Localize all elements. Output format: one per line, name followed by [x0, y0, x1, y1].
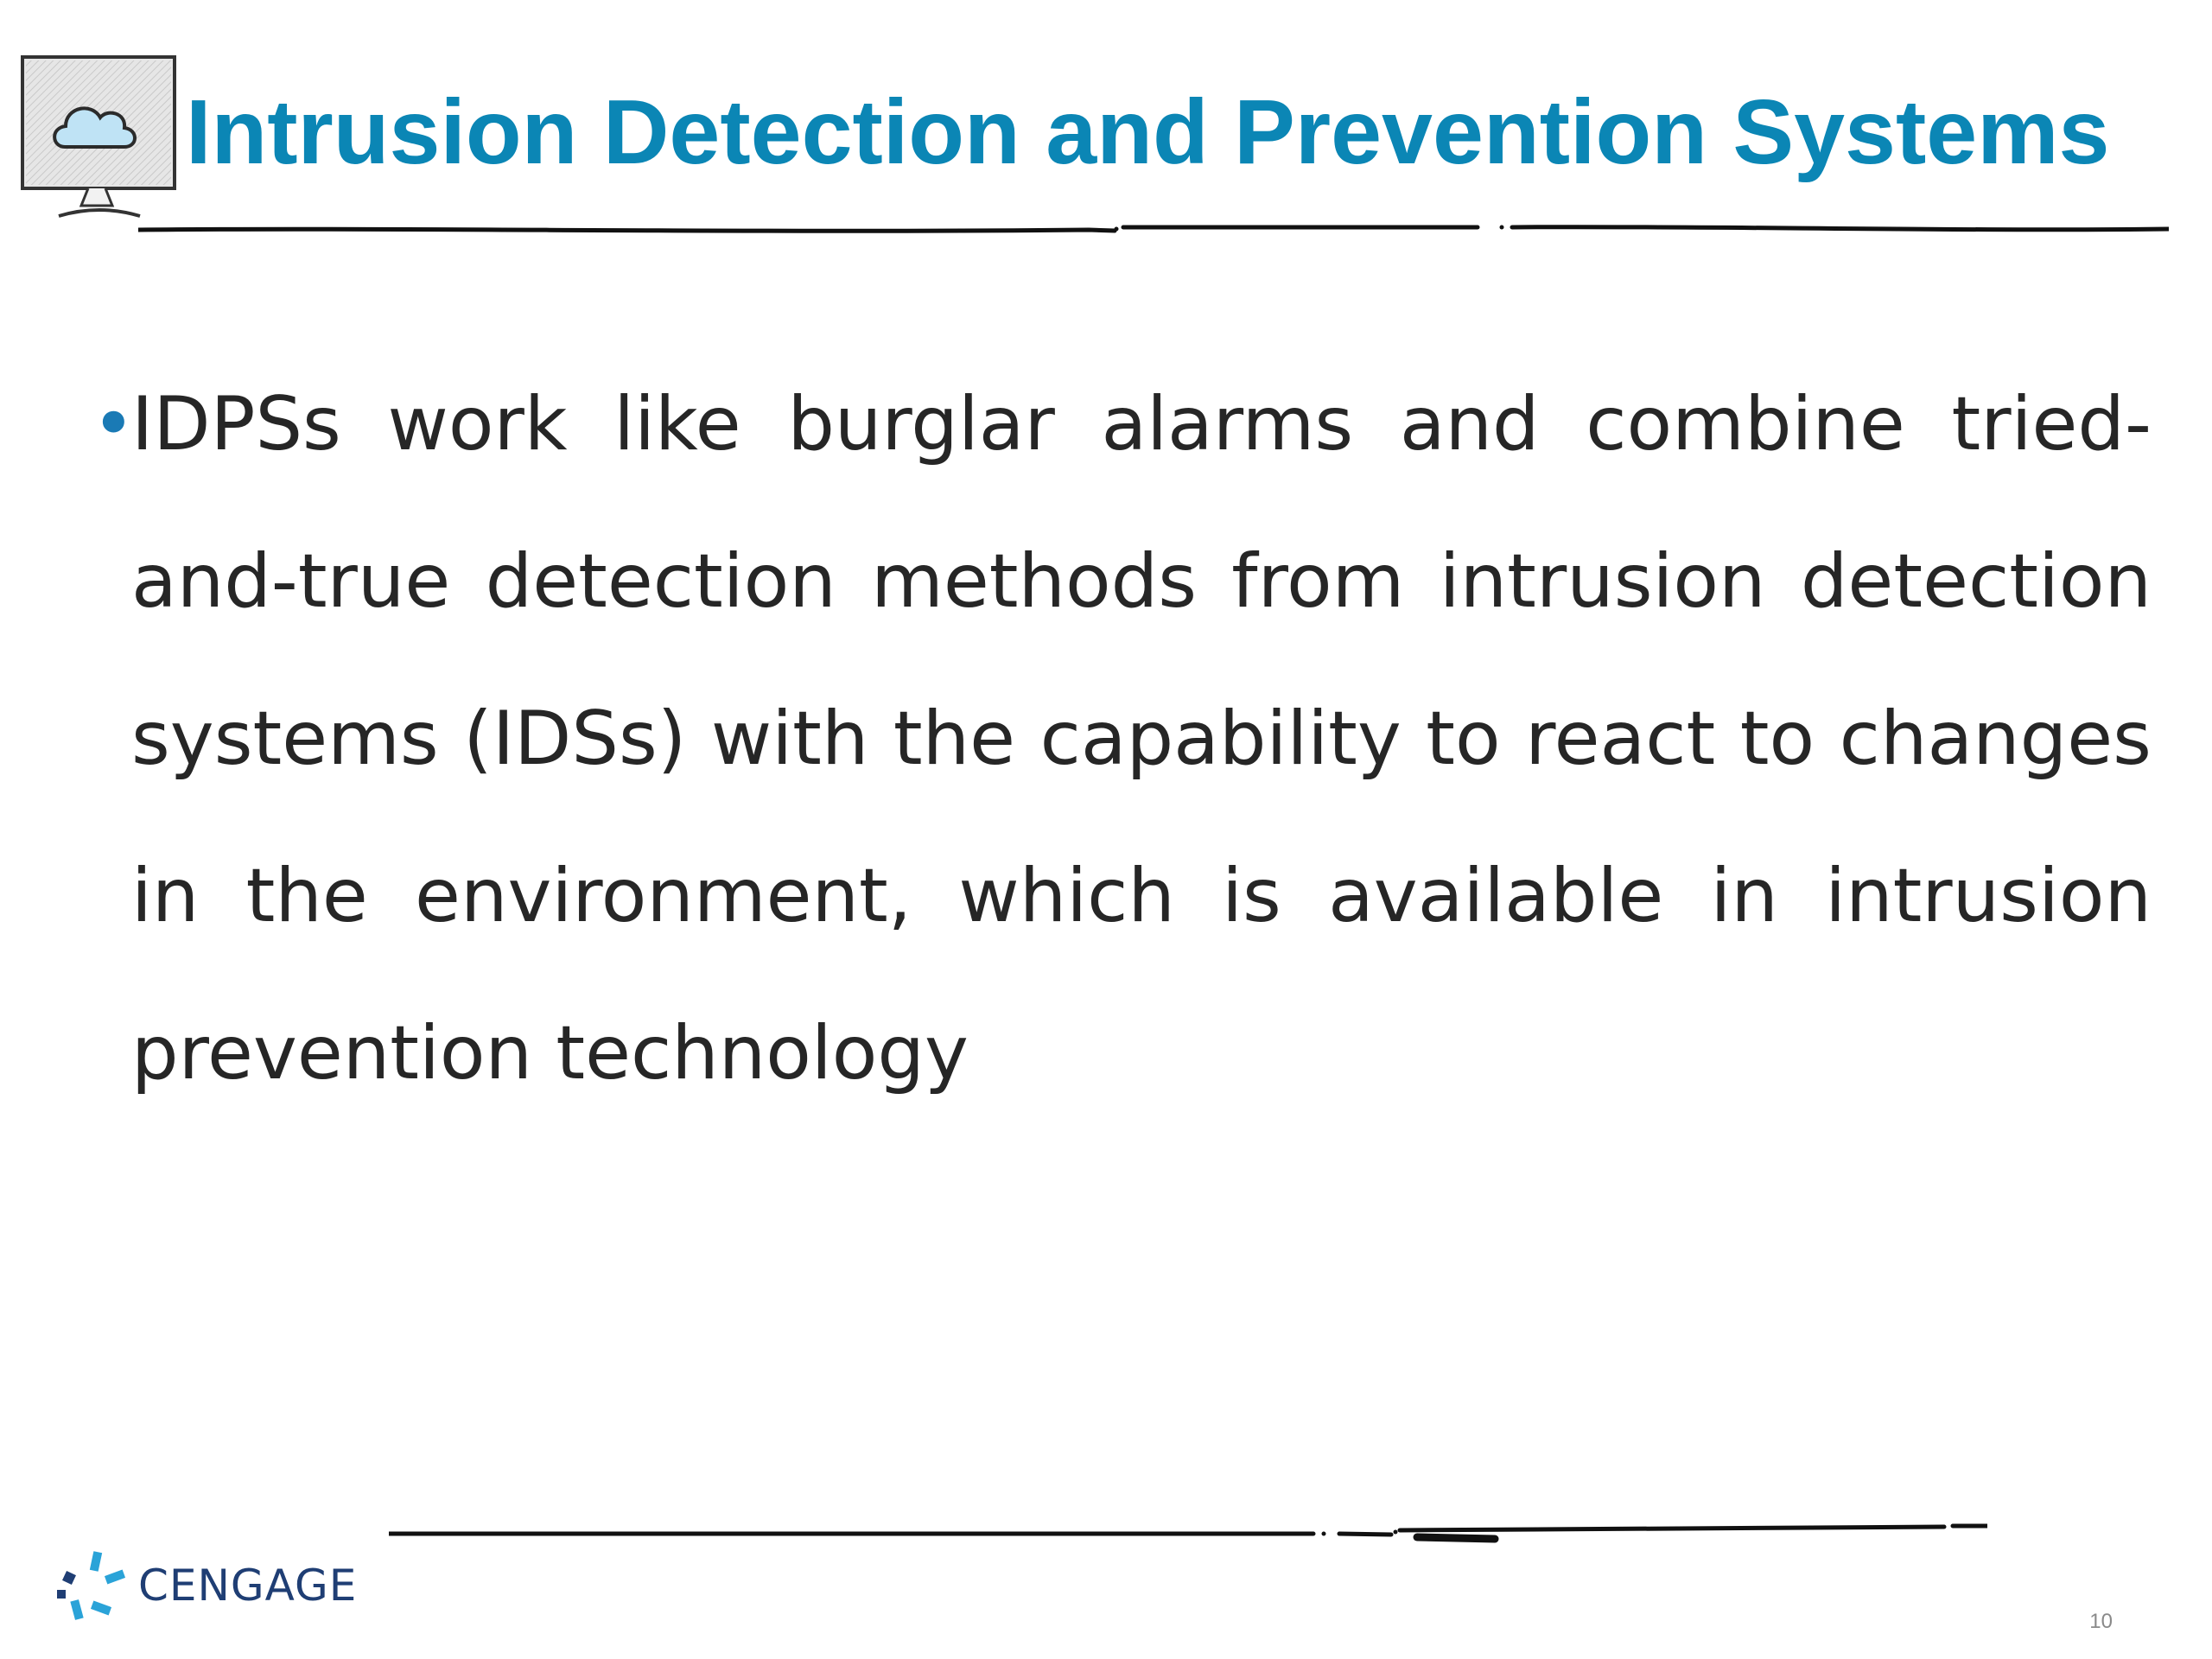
cengage-logo — [52, 1547, 380, 1624]
bullet-text: IDPSs work like burglar alarms and combine tried-and-true detection methods from intrusion detection systems (IDSs) with the capability to react to changes in the environment, which is available in intrusion prevention technology — [131, 381, 2152, 1096]
page-number: 10 — [2089, 1610, 2113, 1633]
cloud-monitor-icon — [17, 52, 181, 225]
cengage-logo-icon — [52, 1547, 130, 1624]
slide-title: Intrusion Detection and Prevention Systems — [186, 81, 2110, 183]
bullet-list — [86, 346, 2152, 1132]
logo-text: CENGAGE — [138, 1560, 358, 1611]
bullet-dot-icon: • — [92, 381, 136, 467]
bullet-item — [86, 346, 2152, 1132]
title-divider — [138, 216, 2169, 242]
footer-divider — [389, 1516, 1987, 1551]
